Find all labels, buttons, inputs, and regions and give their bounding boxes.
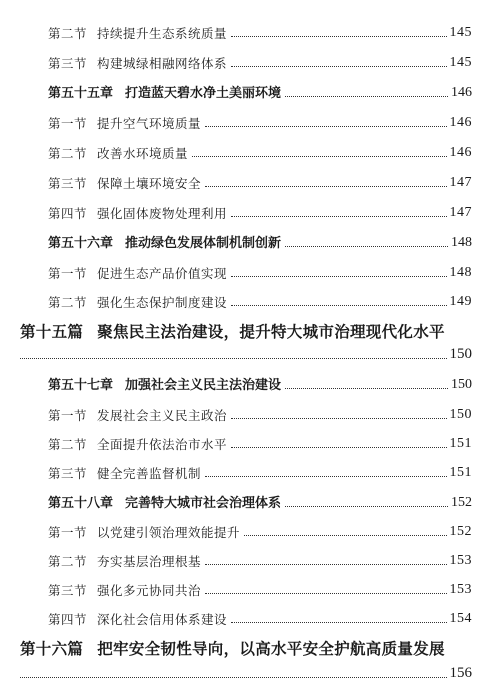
section-number: 第四节 <box>48 205 88 221</box>
page-number: 153 <box>449 553 472 568</box>
chapter-title: 推动绿色发展体制机制创新 <box>125 236 282 251</box>
dot-leader <box>205 592 446 594</box>
toc-section-row[interactable] <box>48 266 472 280</box>
section-title: 提升空气环境质量 <box>97 115 202 131</box>
dot-leader <box>20 357 447 359</box>
section-number: 第二节 <box>48 25 88 41</box>
toc-chapter-row[interactable] <box>48 378 472 392</box>
toc-section-row[interactable] <box>48 295 472 309</box>
chapter-number: 第五十八章 <box>48 496 114 511</box>
toc-section-row[interactable] <box>48 146 472 160</box>
section-title: 改善水环境质量 <box>97 145 189 161</box>
chapter-number: 第五十七章 <box>48 378 114 393</box>
section-number: 第三节 <box>48 175 88 191</box>
page-number: 150 <box>449 346 472 362</box>
page-number: 146 <box>451 85 472 100</box>
toc-section-row[interactable] <box>48 583 472 597</box>
section-number: 第二节 <box>48 145 88 161</box>
page-number: 148 <box>451 235 472 250</box>
toc-chapter-row[interactable] <box>48 236 472 250</box>
section-number: 第一节 <box>48 407 88 423</box>
section-number: 第二节 <box>48 294 88 310</box>
section-number: 第四节 <box>48 611 88 627</box>
dot-leader <box>231 65 446 67</box>
page-number: 149 <box>449 294 472 309</box>
toc-section-row[interactable] <box>48 56 472 70</box>
section-number: 第三节 <box>48 465 88 481</box>
section-number: 第三节 <box>48 55 88 71</box>
toc-chapter-row[interactable] <box>48 496 472 510</box>
toc-section-row[interactable] <box>48 437 472 451</box>
page-number: 153 <box>449 582 472 597</box>
dot-leader <box>205 125 446 127</box>
dot-leader <box>231 35 446 37</box>
dot-leader <box>205 563 446 565</box>
page-number: 152 <box>451 495 472 510</box>
section-number: 第二节 <box>48 553 88 569</box>
section-title: 全面提升依法治市水平 <box>97 436 228 452</box>
section-title: 强化固体废物处理利用 <box>97 205 228 221</box>
part-number: 第十五篇 <box>20 323 84 341</box>
page-number: 146 <box>449 115 472 130</box>
section-title: 深化社会信用体系建设 <box>97 611 228 627</box>
page-number: 151 <box>449 465 472 480</box>
toc-section-row[interactable] <box>48 466 472 480</box>
page-number: 156 <box>449 665 472 681</box>
part-title: 把牢安全韧性导向，以高水平安全护航高质量发展 <box>97 640 445 658</box>
section-title: 保障土壤环境安全 <box>97 175 202 191</box>
dot-leader <box>231 621 446 623</box>
dot-leader <box>285 505 448 507</box>
section-title: 发展社会主义民主政治 <box>97 407 228 423</box>
toc-section-row[interactable] <box>48 554 472 568</box>
toc-part-title[interactable] <box>20 637 472 659</box>
section-number: 第三节 <box>48 582 88 598</box>
toc-section-row[interactable] <box>48 26 472 40</box>
toc-part-title[interactable] <box>20 320 472 342</box>
part-title: 聚焦民主法治建设，提升特大城市治理现代化水平 <box>97 323 445 341</box>
page-number: 148 <box>449 265 472 280</box>
page-number: 150 <box>449 407 472 422</box>
dot-leader <box>205 475 446 477</box>
page-number: 154 <box>449 611 472 626</box>
toc-chapter-row[interactable] <box>48 86 472 100</box>
section-number: 第二节 <box>48 436 88 452</box>
dot-leader <box>231 304 446 306</box>
chapter-title: 打造蓝天碧水净土美丽环境 <box>125 86 282 101</box>
dot-leader <box>20 676 447 678</box>
page-number: 147 <box>449 205 472 220</box>
part-number: 第十六篇 <box>20 640 84 658</box>
chapter-number: 第五十五章 <box>48 86 114 101</box>
toc-part-leader-row[interactable] <box>20 347 472 362</box>
toc-section-row[interactable] <box>48 206 472 220</box>
toc-section-row[interactable] <box>48 176 472 190</box>
section-title: 夯实基层治理根基 <box>97 553 202 569</box>
dot-leader <box>205 185 446 187</box>
chapter-number: 第五十六章 <box>48 236 114 251</box>
section-title: 强化生态保护制度建设 <box>97 294 228 310</box>
page-number: 152 <box>449 524 472 539</box>
toc-section-row[interactable] <box>48 525 472 539</box>
page-number: 145 <box>449 55 472 70</box>
dot-leader <box>231 417 446 419</box>
dot-leader <box>192 155 446 157</box>
dot-leader <box>231 446 446 448</box>
page-number: 150 <box>451 377 472 392</box>
page-number: 147 <box>449 175 472 190</box>
dot-leader <box>244 534 446 536</box>
dot-leader <box>231 275 446 277</box>
toc-section-row[interactable] <box>48 612 472 626</box>
chapter-title: 完善特大城市社会治理体系 <box>125 496 282 511</box>
section-number: 第一节 <box>48 115 88 131</box>
dot-leader <box>285 387 448 389</box>
page-number: 146 <box>449 145 472 160</box>
section-title: 构建城绿相融网络体系 <box>97 55 228 71</box>
dot-leader <box>231 215 446 217</box>
page-number: 151 <box>449 436 472 451</box>
section-title: 以党建引领治理效能提升 <box>97 524 241 540</box>
section-title: 促进生态产品价值实现 <box>97 265 228 281</box>
toc-section-row[interactable] <box>48 408 472 422</box>
page-number: 145 <box>449 25 472 40</box>
section-number: 第一节 <box>48 265 88 281</box>
chapter-title: 加强社会主义民主法治建设 <box>125 378 282 393</box>
dot-leader <box>285 245 448 247</box>
dot-leader <box>285 95 448 97</box>
section-title: 强化多元协同共治 <box>97 582 202 598</box>
toc-part-leader-row[interactable] <box>20 666 472 681</box>
section-title: 健全完善监督机制 <box>97 465 202 481</box>
toc-section-row[interactable] <box>48 116 472 130</box>
section-title: 持续提升生态系统质量 <box>97 25 228 41</box>
section-number: 第一节 <box>48 524 88 540</box>
